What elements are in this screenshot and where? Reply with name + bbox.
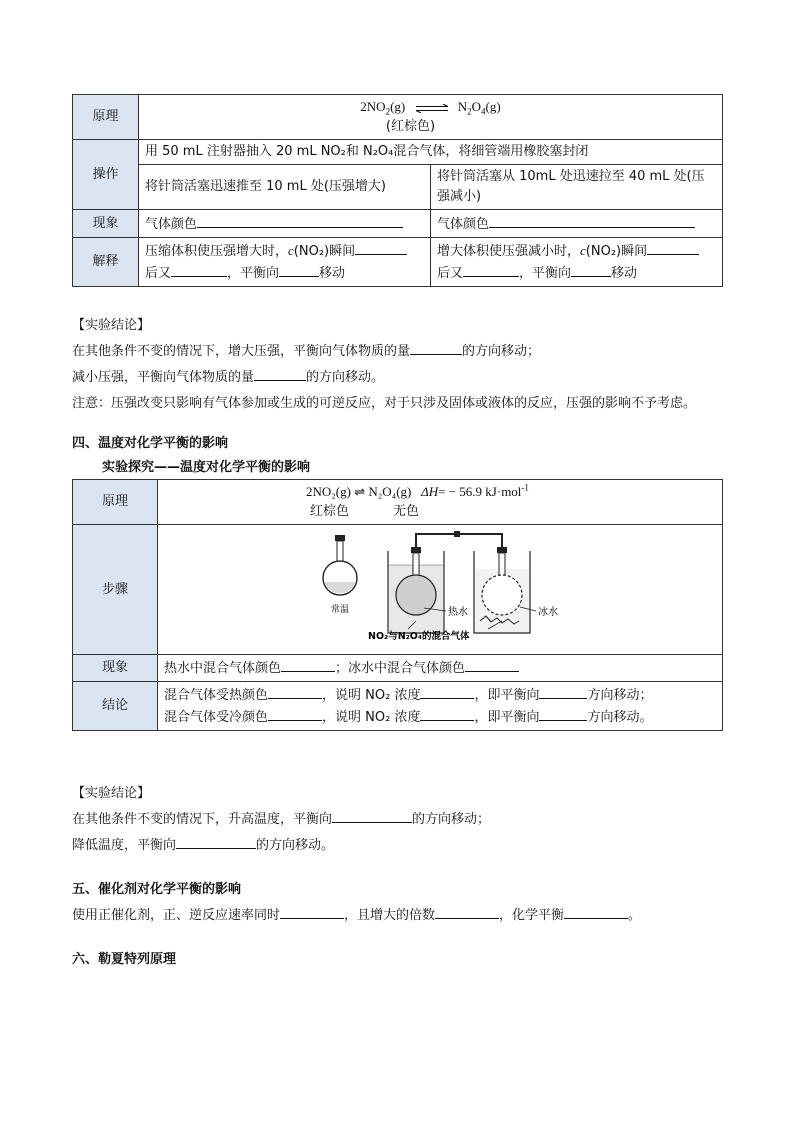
connecting-tube-icon	[416, 531, 502, 549]
answer-blank[interactable]	[279, 262, 319, 277]
section-5-text: 使用正催化剂，正、逆反应速率同时 ，且增大的倍数 ，化学平衡 。	[72, 903, 722, 929]
phenomenon-label: 现象	[73, 210, 139, 238]
conclusion-2	[72, 781, 722, 859]
pressure-experiment-table	[72, 94, 723, 287]
principle-equation: 2NO₂(g) ⇌ N₂O₄(g) ΔH= − 56.9 kJ·mol$^{-1}$	[306, 482, 529, 499]
section-4-heading: 四、温度对化学平衡的影响	[72, 436, 229, 451]
principle-colors: 红棕色 无色	[310, 504, 420, 519]
answer-blank[interactable]	[647, 240, 699, 255]
answer-blank[interactable]	[197, 213, 403, 228]
conclusion-1	[72, 313, 722, 417]
answer-blank[interactable]	[280, 904, 344, 919]
answer-blank[interactable]	[281, 657, 335, 672]
answer-blank[interactable]	[463, 262, 519, 277]
answer-blank[interactable]	[435, 904, 499, 919]
answer-blank[interactable]	[268, 684, 322, 699]
temperature-experiment-table	[72, 479, 723, 731]
phenomenon-right: 气体颜色	[431, 210, 723, 238]
answer-blank[interactable]	[332, 808, 412, 823]
explanation-row	[73, 238, 723, 287]
mixture-label: NO₂与N₂O₄的混合气体	[368, 631, 470, 642]
answer-blank[interactable]	[539, 706, 587, 721]
conclusion-label: 结论	[73, 682, 158, 731]
worksheet-page	[72, 94, 722, 973]
principle-label: 原理	[73, 480, 158, 525]
principle-equation: $2NO_2(g)$ $N_2O_4(g)$	[360, 99, 501, 117]
principle-cell	[139, 95, 723, 140]
explanation-right: 增大体积使压强减小时，c(NO₂)瞬间 后又 ，平衡向 移动	[431, 238, 723, 287]
answer-blank[interactable]	[420, 684, 474, 699]
equilibrium-arrow-icon	[415, 104, 449, 113]
explanation-label: 解释	[73, 238, 139, 287]
apparatus-diagram	[158, 525, 723, 647]
operation-main: 用 50 mL 注射器抽入 20 mL NO₂和 N₂O₄混合气体，将细管端用橡胶塞封闭	[139, 140, 723, 165]
conclusion-cell: 混合气体受热颜色 ，说明 NO₂ 浓度 ，即平衡向 方向移动； 混合气体受冷颜色 ，说明 NO₂ 浓度 ，即平衡向 方向移动。	[158, 682, 723, 731]
operation-right: 将针筒活塞从 10mL 处迅速拉至 40 mL 处(压强减小)	[431, 165, 723, 210]
steps-label: 步骤	[73, 525, 158, 655]
operation-row-1	[73, 140, 723, 165]
conclusion-heading: 【实验结论】	[72, 318, 151, 333]
principle-row	[73, 95, 723, 140]
principle-label: 原理	[73, 95, 139, 140]
conclusion-line: 在其他条件不变的情况下，升高温度，平衡向 的方向移动；	[72, 807, 722, 833]
phenomenon-left: 气体颜色	[139, 210, 431, 238]
answer-blank[interactable]	[176, 834, 256, 849]
conclusion-line: 减小压强，平衡向气体物质的量 的方向移动。	[72, 365, 722, 391]
answer-blank[interactable]	[539, 684, 587, 699]
principle-row	[73, 480, 723, 525]
answer-blank[interactable]	[564, 904, 628, 919]
section-6-heading: 六、勒夏特列原理	[72, 952, 177, 967]
answer-blank[interactable]	[355, 240, 407, 255]
conclusion-line: 在其他条件不变的情况下，增大压强，平衡向气体物质的量 的方向移动；	[72, 339, 722, 365]
phenomenon-cell: 热水中混合气体颜色 ；冰水中混合气体颜色	[158, 655, 723, 682]
ice-water-label: 冰水	[538, 607, 558, 618]
conclusion-row	[73, 682, 723, 731]
note-text: 注意：压强改变只影响有气体参加或生成的可逆反应，对于只涉及固体或液体的反应，压强的影响不予考虑。	[72, 396, 697, 411]
answer-blank[interactable]	[410, 340, 462, 355]
principle-cell	[158, 480, 723, 525]
room-temp-label: 常温	[331, 605, 350, 615]
answer-blank[interactable]	[420, 706, 474, 721]
answer-blank[interactable]	[489, 213, 695, 228]
operation-row-2	[73, 165, 723, 210]
conclusion-heading: 【实验结论】	[72, 786, 151, 801]
answer-blank[interactable]	[571, 262, 611, 277]
answer-blank[interactable]	[465, 657, 519, 672]
steps-row	[73, 525, 723, 655]
operation-left: 将针筒活塞迅速推至 10 mL 处(压强增大)	[139, 165, 431, 210]
phenomenon-row	[73, 210, 723, 238]
ice-water-beaker-icon	[474, 547, 530, 633]
hot-water-beaker-icon	[388, 547, 444, 633]
answer-blank[interactable]	[254, 366, 306, 381]
hot-water-label: 热水	[448, 607, 468, 618]
apparatus-cell	[158, 525, 723, 655]
phenomenon-label: 现象	[73, 655, 158, 682]
answer-blank[interactable]	[171, 262, 227, 277]
conclusion-line: 降低温度，平衡向 的方向移动。	[72, 833, 722, 859]
explanation-left: 压缩体积使压强增大时，c(NO₂)瞬间 后又 ，平衡向 移动	[139, 238, 431, 287]
section-4-subheading: 实验探究——温度对化学平衡的影响	[102, 460, 311, 475]
section-5-heading: 五、催化剂对化学平衡的影响	[72, 882, 242, 897]
answer-blank[interactable]	[268, 706, 322, 721]
operation-label: 操作	[73, 140, 139, 210]
principle-color-note: (红棕色)	[385, 119, 436, 134]
phenomenon-row	[73, 655, 723, 682]
room-temperature-flask-icon	[323, 535, 357, 595]
